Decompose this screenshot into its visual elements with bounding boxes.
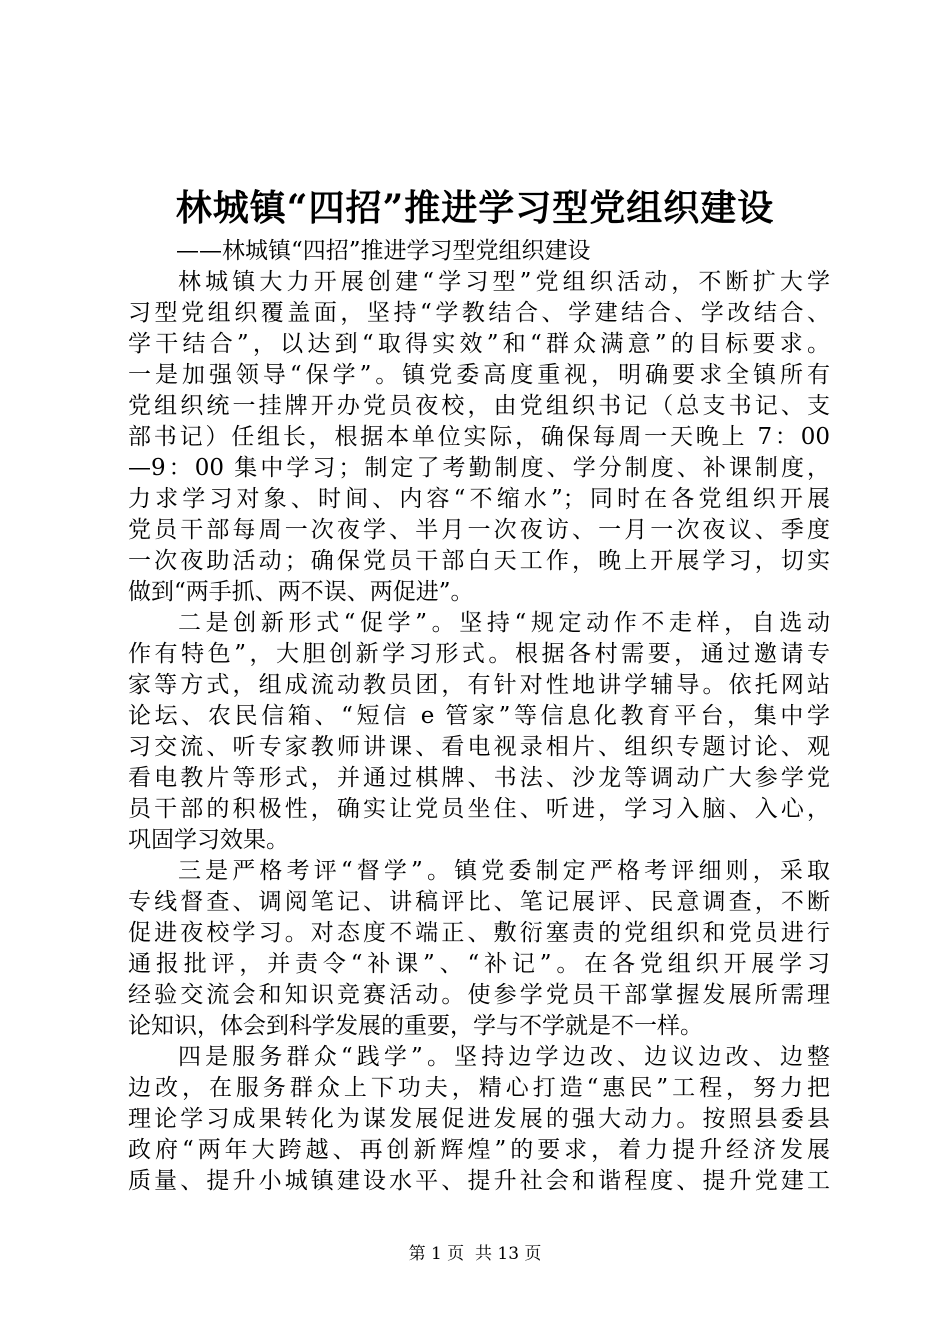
text-line: 理论学习成果转化为谋发展促进发展的强大动力。按照县委县 (128, 1106, 830, 1132)
page-footer: 第 1 页 共 13 页 (408, 1244, 542, 1264)
text-line: 党员干部每周一次夜学、半月一次夜访、一月一次夜议、季度 (128, 517, 830, 543)
text-line: 部书记）任组长，根据本单位实际，确保每周一天晚上 7：00 (128, 424, 830, 450)
text-line: 党组织统一挂牌开办党员夜校，由党组织书记（总支书记、支 (128, 393, 830, 419)
text-line: —9：00 集中学习；制定了考勤制度、学分制度、补课制度， (128, 455, 830, 481)
text-line: 质量、提升小城镇建设水平、提升社会和谐程度、提升党建工 (128, 1168, 830, 1194)
text-line: 论坛、农民信箱、“短信 e 管家”等信息化教育平台，集中学 (128, 703, 830, 729)
text-line: 作有特色”，大胆创新学习形式。根据各村需要，通过邀请专 (128, 641, 830, 667)
text-line: 巩固学习效果。 (128, 827, 289, 853)
text-line: 一是加强领导“保学”。镇党委高度重视，明确要求全镇所有 (128, 362, 830, 388)
text-line: 家等方式，组成流动教员团，有针对性地讲学辅导。依托网站 (128, 672, 830, 698)
text-line: 四是服务群众“践学”。坚持边学边改、边议边改、边整 (178, 1044, 830, 1070)
text-line: 学干结合”，以达到“取得实效”和“群众满意”的目标要求。 (128, 331, 830, 357)
text-line: 力求学习对象、时间、内容“不缩水”；同时在各党组织开展 (128, 486, 830, 512)
text-line: 专线督查、调阅笔记、讲稿评比、笔记展评、民意调查，不断 (128, 889, 830, 915)
text-line: 习交流、听专家教师讲课、看电视录相片、组织专题讨论、观 (128, 734, 830, 760)
text-line: 促进夜校学习。对态度不端正、敷衍塞责的党组织和党员进行 (128, 920, 830, 946)
document-title: 林城镇“四招”推进学习型党组织建设 (175, 187, 775, 229)
document-subtitle: ——林城镇“四招”推进学习型党组织建设 (176, 238, 591, 264)
text-line: 经验交流会和知识竞赛活动。使参学党员干部掌握发展所需理 (128, 982, 830, 1008)
text-line: 通报批评，并责令“补课”、“补记”。在各党组织开展学习 (128, 951, 830, 977)
text-line: 看电教片等形式，并通过棋牌、书法、沙龙等调动广大参学党 (128, 765, 830, 791)
text-line: 员干部的积极性，确实让党员坐住、听进，学习入脑、入心， (128, 796, 830, 822)
text-line: 一次夜助活动；确保党员干部白天工作，晚上开展学习，切实 (128, 548, 830, 574)
text-line: 边改，在服务群众上下功夫，精心打造“惠民”工程，努力把 (128, 1075, 830, 1101)
text-line: 二是创新形式“促学”。坚持“规定动作不走样，自选动 (178, 610, 830, 636)
text-line: 林城镇大力开展创建“学习型”党组织活动，不断扩大学 (178, 269, 830, 295)
text-line: 论知识，体会到科学发展的重要，学与不学就是不一样。 (128, 1013, 703, 1039)
text-line: 做到“两手抓、两不误、两促进”。 (128, 579, 474, 605)
text-line: 习型党组织覆盖面，坚持“学教结合、学建结合、学改结合、 (128, 300, 830, 326)
document-body (128, 236, 830, 1197)
text-line: 政府“两年大跨越、再创新辉煌”的要求，着力提升经济发展 (128, 1137, 830, 1163)
text-line: 三是严格考评“督学”。镇党委制定严格考评细则，采取 (178, 858, 830, 884)
